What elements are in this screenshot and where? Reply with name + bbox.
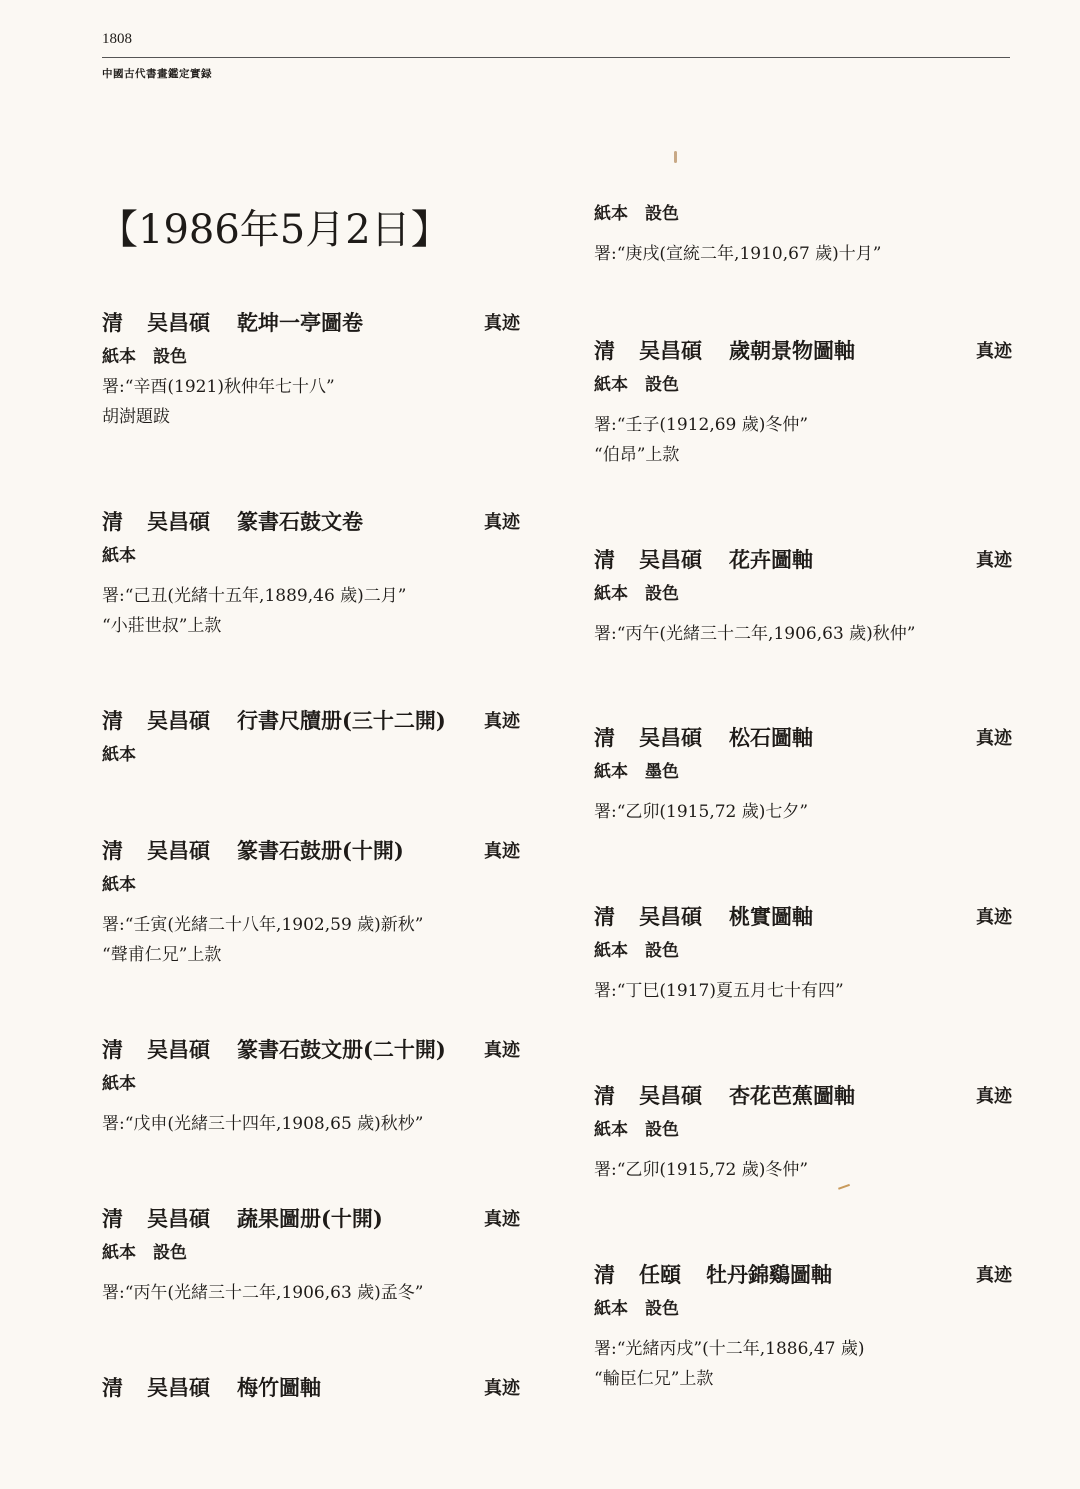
catalog-entry (102, 1203, 520, 1308)
entry-status: 真迹 (484, 841, 520, 862)
entry-note: 胡澍題跋 (102, 407, 170, 427)
paper-mark (674, 151, 677, 163)
entry-artist: 吴昌碩 (147, 838, 210, 863)
entry-note: “輸臣仁兄”上款 (594, 1369, 714, 1389)
entry-inscription: 署:“壬子(1912,69 歲)冬仲” (594, 415, 809, 435)
entry-status: 真迹 (976, 1265, 1012, 1286)
catalog-entry (102, 506, 520, 641)
entry-inscription: 署:“壬寅(光緒二十八年,1902,59 歲)新秋” (102, 915, 424, 935)
entry-title: 篆書石鼓文卷 (237, 509, 363, 534)
entry-inscription: 署:“光緒丙戌”(十二年,1886,47 歲) (594, 1339, 865, 1359)
catalog-entry (594, 722, 1012, 827)
entry-medium: 紙本 設色 (594, 1299, 679, 1319)
entry-status: 真迹 (976, 728, 1012, 749)
entry-medium: 紙本 設色 (102, 347, 187, 367)
entry-dynasty: 清 (102, 1037, 123, 1062)
entry-status: 真迹 (976, 907, 1012, 928)
entry-artist: 任頤 (639, 1262, 681, 1287)
entry-dynasty: 清 (102, 310, 123, 335)
entry-dynasty: 清 (594, 338, 615, 363)
entry-note: “聲甫仁兄”上款 (102, 945, 222, 965)
entry-status: 真迹 (484, 1378, 520, 1399)
entry-dynasty: 清 (102, 1375, 123, 1400)
continued-entry (594, 199, 1012, 269)
catalog-entry (594, 544, 1012, 649)
entry-medium: 紙本 設色 (594, 204, 679, 224)
entry-artist: 吴昌碩 (639, 725, 702, 750)
entry-dynasty: 清 (594, 1083, 615, 1108)
catalog-entry (102, 835, 520, 970)
header-rule (102, 57, 1010, 58)
entry-medium: 紙本 設色 (102, 1243, 187, 1263)
entry-dynasty: 清 (102, 509, 123, 534)
entry-dynasty: 清 (594, 904, 615, 929)
entry-title: 篆書石鼓册(十開) (237, 838, 404, 863)
entry-title: 蔬果圖册(十開) (237, 1206, 383, 1231)
entry-status: 真迹 (484, 512, 520, 533)
entry-note: “小莊世叔”上款 (102, 616, 222, 636)
entry-dynasty: 清 (102, 1206, 123, 1231)
entry-title: 桃實圖軸 (729, 904, 813, 929)
entry-artist: 吴昌碩 (639, 904, 702, 929)
entry-dynasty: 清 (594, 725, 615, 750)
entry-title: 乾坤一亭圖卷 (237, 310, 363, 335)
entry-title: 牡丹錦鷄圖軸 (706, 1262, 832, 1287)
entry-medium: 紙本 設色 (594, 375, 679, 395)
entry-status: 真迹 (976, 550, 1012, 571)
entry-medium: 紙本 墨色 (594, 762, 679, 782)
entry-artist: 吴昌碩 (147, 509, 210, 534)
entry-inscription: 署:“己丑(光緒十五年,1889,46 歲)二月” (102, 586, 407, 606)
entry-inscription: 署:“庚戌(宣統二年,1910,67 歲)十月” (594, 244, 882, 264)
entry-artist: 吴昌碩 (147, 1037, 210, 1062)
entry-dynasty: 清 (102, 708, 123, 733)
entry-status: 真迹 (976, 341, 1012, 362)
entry-artist: 吴昌碩 (147, 708, 210, 733)
entry-inscription: 署:“丙午(光緒三十二年,1906,63 歲)孟冬” (102, 1283, 424, 1303)
catalog-entry (594, 335, 1012, 470)
entry-inscription: 署:“戊申(光緒三十四年,1908,65 歲)秋杪” (102, 1114, 424, 1134)
entry-title: 梅竹圖軸 (237, 1375, 321, 1400)
entry-inscription: 署:“辛酉(1921)秋仲年七十八” (102, 377, 335, 397)
catalog-entry (102, 307, 520, 432)
entry-medium: 紙本 設色 (594, 584, 679, 604)
entry-medium: 紙本 (102, 875, 136, 895)
entry-artist: 吴昌碩 (639, 1083, 702, 1108)
entry-note: “伯昂”上款 (594, 445, 680, 465)
entry-title: 杏花芭蕉圖軸 (729, 1083, 855, 1108)
entry-medium: 紙本 (102, 546, 136, 566)
entry-inscription: 署:“丙午(光緒三十二年,1906,63 歲)秋仲” (594, 624, 916, 644)
catalog-entry (594, 901, 1012, 1006)
book-title: 中國古代書畫鑑定實録 (102, 68, 212, 80)
catalog-entry (102, 1034, 520, 1139)
entry-title: 松石圖軸 (729, 725, 813, 750)
entry-artist: 吴昌碩 (147, 1375, 210, 1400)
entry-status: 真迹 (484, 711, 520, 732)
entry-status: 真迹 (976, 1086, 1012, 1107)
entry-dynasty: 清 (594, 547, 615, 572)
entry-dynasty: 清 (594, 1262, 615, 1287)
entry-dynasty: 清 (102, 838, 123, 863)
entry-artist: 吴昌碩 (147, 310, 210, 335)
entry-medium: 紙本 (102, 745, 136, 765)
entry-status: 真迹 (484, 1209, 520, 1230)
entry-title: 篆書石鼓文册(二十開) (237, 1037, 446, 1062)
entry-inscription: 署:“丁巳(1917)夏五月七十有四” (594, 981, 844, 1001)
entry-medium: 紙本 設色 (594, 941, 679, 961)
catalog-entry (102, 1372, 520, 1400)
entry-title: 歲朝景物圖軸 (729, 338, 855, 363)
entry-inscription: 署:“乙卯(1915,72 歲)冬仲” (594, 1160, 809, 1180)
entry-title: 行書尺牘册(三十二開) (237, 708, 446, 733)
date-heading: 【1986年5月2日】 (98, 207, 451, 253)
entry-artist: 吴昌碩 (147, 1206, 210, 1231)
catalog-entry (594, 1259, 1012, 1394)
entry-title: 花卉圖軸 (729, 547, 813, 572)
entry-artist: 吴昌碩 (639, 547, 702, 572)
entry-status: 真迹 (484, 1040, 520, 1061)
entry-artist: 吴昌碩 (639, 338, 702, 363)
entry-medium: 紙本 設色 (594, 1120, 679, 1140)
entry-status: 真迹 (484, 313, 520, 334)
entry-medium: 紙本 (102, 1074, 136, 1094)
catalog-entry (102, 705, 520, 770)
entry-inscription: 署:“乙卯(1915,72 歲)七夕” (594, 802, 809, 822)
page-number: 1808 (102, 31, 132, 47)
catalog-entry (594, 1080, 1012, 1185)
